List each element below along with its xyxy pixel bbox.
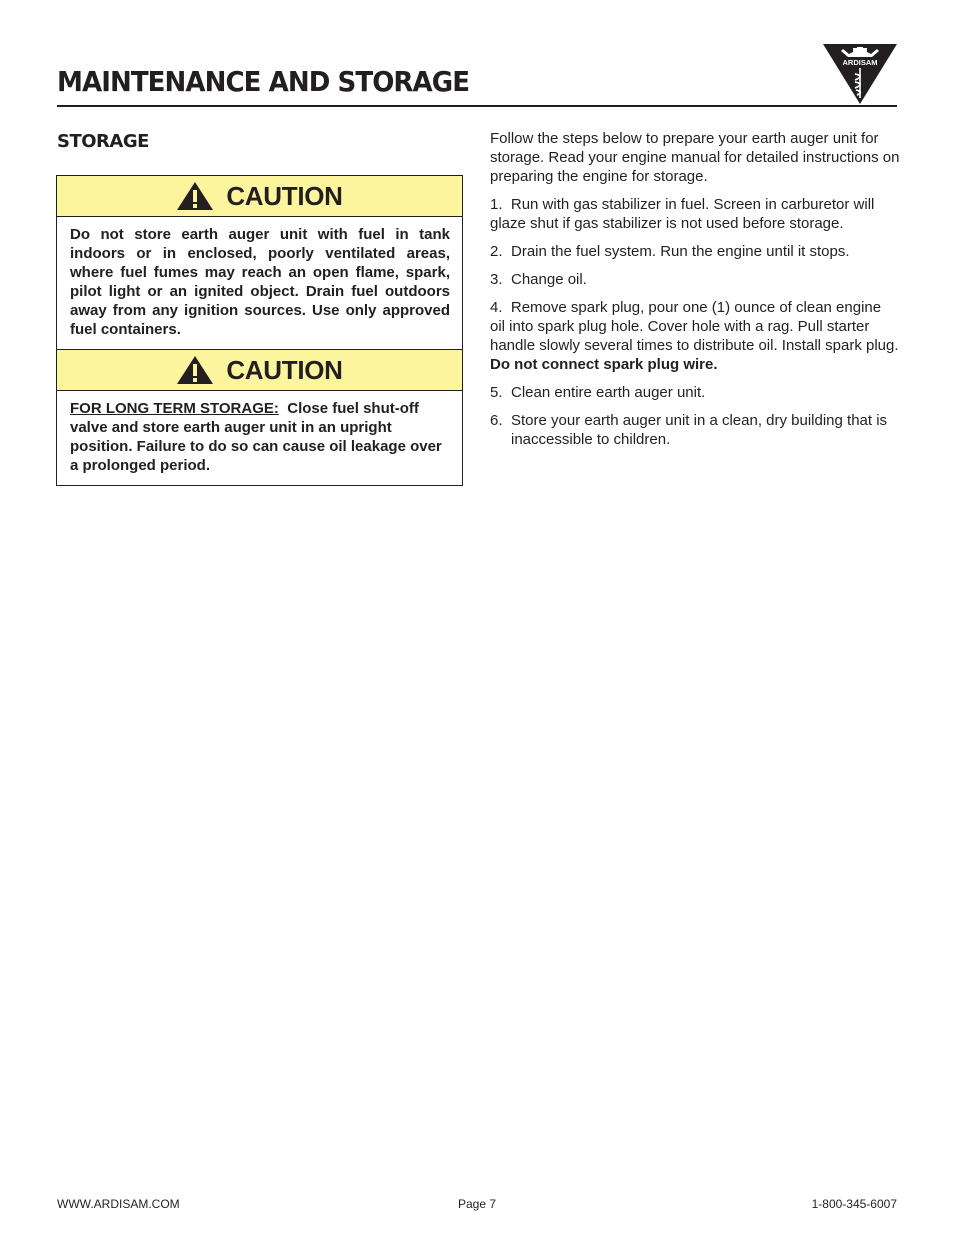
- page-title: MAINTENANCE AND STORAGE: [57, 65, 470, 98]
- footer-website: WWW.ARDISAM.COM: [57, 1197, 180, 1211]
- storage-instructions: [490, 129, 900, 458]
- title-divider: [57, 105, 897, 107]
- step-number: 1.: [490, 196, 503, 213]
- intro-paragraph: Follow the steps below to prepare your earth auger unit for storage. Read your engine manual for detailed instructions on preparing the engine for storage.: [490, 130, 900, 185]
- step-item: [490, 195, 900, 233]
- caution-header: [57, 176, 462, 217]
- section-heading: STORAGE: [57, 131, 149, 152]
- step-number: 3.: [490, 271, 503, 288]
- footer-page-number: Page 7: [458, 1197, 497, 1211]
- step-item: [490, 383, 900, 402]
- step-number: 5.: [490, 384, 503, 401]
- caution-label: CAUTION: [226, 354, 343, 385]
- svg-text:ARDISAM: ARDISAM: [842, 58, 878, 67]
- step-text: Change oil.: [511, 271, 587, 288]
- long-term-storage-text: Close fuel shut-off valve and store earth auger unit in an upright position. Failure to do so can cause oil leakage over a prolonged period.: [70, 400, 442, 474]
- ardisam-logo: [821, 42, 899, 106]
- caution-label: CAUTION: [226, 180, 343, 211]
- caution-text: [57, 391, 462, 485]
- step-item: [490, 411, 900, 449]
- step-number: 2.: [490, 243, 503, 260]
- warning-triangle-icon: [176, 181, 214, 211]
- step-item: [490, 242, 900, 261]
- caution-header: [57, 350, 462, 391]
- step-number: 6.: [490, 412, 503, 429]
- warning-triangle-icon: [176, 355, 214, 385]
- step-number: 4.: [490, 299, 503, 316]
- long-term-storage-label: FOR LONG TERM STORAGE:: [70, 400, 279, 417]
- caution-box-fuel: [56, 175, 463, 350]
- step-text: Store your earth auger unit in a clean, dry building that is inaccessible to children.: [511, 412, 888, 448]
- step-text: Remove spark plug, pour one (1) ounce of clean engine oil into spark plug hole. Cover hole with a rag. Pull starter handle slowly several times to distribute oil. Install spark plug.: [490, 299, 899, 354]
- step-text: Run with gas stabilizer in fuel. Screen in carburetor will glaze shut if gas stabilizer is not used before storage.: [490, 196, 875, 232]
- step-warning: Do not connect spark plug wire.: [490, 356, 718, 373]
- step-text: Clean entire earth auger unit.: [511, 384, 706, 401]
- step-item: [490, 270, 900, 289]
- footer-phone: 1-800-345-6007: [811, 1197, 897, 1211]
- step-text: Drain the fuel system. Run the engine until it stops.: [511, 243, 850, 260]
- caution-box-long-term: [56, 349, 463, 486]
- caution-text: Do not store earth auger unit with fuel in tank indoors or in enclosed, poorly ventilated areas, where fuel fumes may reach an open flame, spark, pilot light or an ignited object. Drain fuel outdoors away from any ignition sources. Use only approved fuel containers.: [70, 226, 450, 338]
- step-item: [490, 298, 900, 374]
